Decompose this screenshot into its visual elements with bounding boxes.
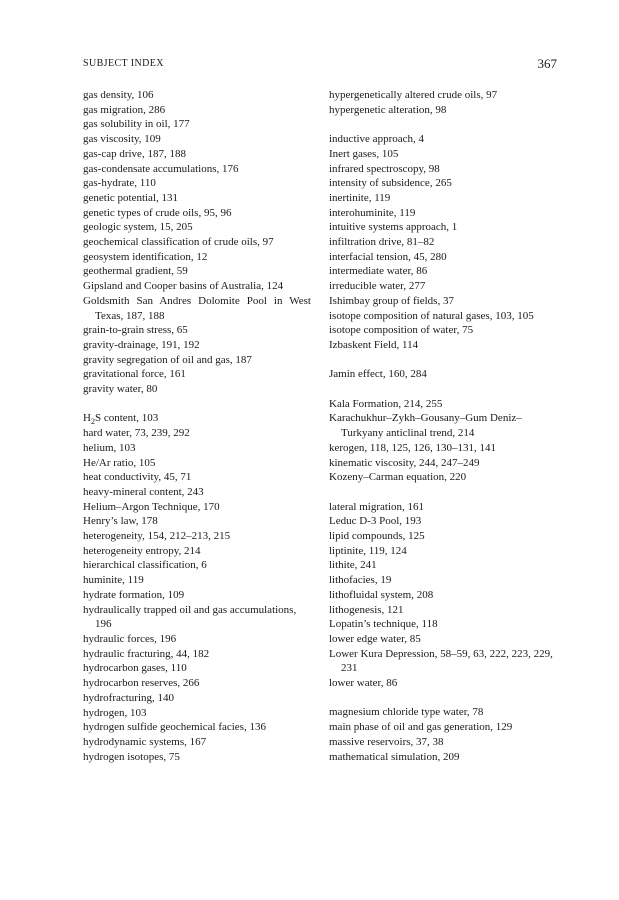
index-entry: liptinite, 119, 124	[329, 544, 407, 557]
index-entry: hydrogen, 103	[83, 706, 147, 719]
index-entry: gravity segregation of oil and gas, 187	[83, 353, 252, 366]
index-entry: Helium–Argon Technique, 170	[83, 500, 220, 513]
index-entry: hydrogen sulfide geochemical facies, 136	[83, 721, 266, 734]
index-column-right	[329, 88, 559, 764]
index-entry: gravity-drainage, 191, 192	[83, 338, 200, 351]
index-entry: hydrocarbon gases, 110	[83, 662, 187, 675]
index-entry: Karachukhur–Zykh–Gousany–Gum Deniz–Turkyany anticlinal trend, 214	[329, 412, 522, 440]
index-entry: lithogenesis, 121	[329, 603, 404, 616]
index-entry: hydrofracturing, 140	[83, 691, 175, 704]
section-gap	[329, 353, 559, 368]
index-entry: gravity water, 80	[83, 383, 158, 396]
index-entry: irreducible water, 277	[329, 280, 426, 293]
index-entry: infrared spectroscopy, 98	[329, 162, 440, 175]
index-entry: genetic potential, 131	[83, 191, 178, 204]
index-entry: intermediate water, 86	[329, 265, 428, 278]
index-entry: gas-hydrate, 110	[83, 177, 156, 190]
index-entry: inertinite, 119	[329, 191, 391, 204]
index-entry: interfacial tension, 45, 280	[329, 250, 447, 263]
index-entry: hydraulically trapped oil and gas accumulations, 196	[83, 603, 297, 631]
index-entry: kerogen, 118, 125, 126, 130–131, 141	[329, 441, 497, 454]
index-entry: grain-to-grain stress, 65	[83, 324, 188, 337]
index-entry: gravitational force, 161	[83, 368, 186, 381]
index-entry: hierarchical classification, 6	[83, 559, 207, 572]
index-entry: geothermal gradient, 59	[83, 265, 188, 278]
index-entry: Kozeny–Carman equation, 220	[329, 471, 467, 484]
index-entry: Leduc D-3 Pool, 193	[329, 515, 422, 528]
index-entry: heterogeneity entropy, 214	[83, 544, 201, 557]
index-entry: geologic system, 15, 205	[83, 221, 193, 234]
index-entry: hypergenetically altered crude oils, 97	[329, 89, 498, 101]
index-entry: Gipsland and Cooper basins of Australia, 124	[83, 280, 284, 293]
index-entry: hydraulic forces, 196	[83, 633, 177, 645]
index-entry: He/Ar ratio, 105	[83, 456, 156, 469]
index-entry: helium, 103	[83, 441, 136, 454]
index-entry: $H_2S$ content, 103	[83, 412, 159, 427]
index-entry: interohuminite, 119	[329, 206, 416, 219]
index-entry: gas solubility in oil, 177	[83, 118, 190, 131]
section-gap	[329, 382, 559, 397]
index-entry: lithofacies, 19	[329, 574, 392, 587]
index-entry: gas viscosity, 109	[83, 133, 161, 146]
index-entry: heat conductivity, 45, 71	[83, 471, 192, 484]
index-entry: hydrate formation, 109	[83, 588, 185, 601]
index-entry: infiltration drive, 81–82	[329, 236, 435, 249]
index-entry: kinematic viscosity, 244, 247–249	[329, 456, 480, 469]
index-entry: lipid compounds, 125	[329, 530, 425, 543]
index-entry: Lopatin’s technique, 118	[329, 618, 438, 631]
index-entry: gas density, 106	[83, 89, 154, 101]
index-entry: Ishimbay group of fields, 37	[329, 294, 454, 307]
page-header	[83, 56, 557, 72]
running-head: SUBJECT INDEX	[83, 58, 164, 69]
index-entry: heterogeneity, 154, 212–213, 215	[83, 530, 231, 543]
index-entry: lower water, 86	[329, 677, 398, 690]
index-entry: geosystem identification, 12	[83, 250, 208, 263]
index-entry: hydraulic fracturing, 44, 182	[83, 647, 210, 660]
index-entry: lithofluidal system, 208	[329, 588, 434, 601]
index-entry: geochemical classification of crude oils, 97	[83, 236, 274, 249]
index-entry: intensity of subsidence, 265	[329, 177, 452, 190]
index-entry: huminite, 119	[83, 574, 144, 587]
index-entry: gas migration, 286	[83, 103, 166, 116]
index-entry: hard water, 73, 239, 292	[83, 427, 190, 440]
index-entry: Inert gases, 105	[329, 147, 399, 160]
index-entry: isotope composition of natural gases, 103, 105	[329, 309, 534, 322]
section-gap	[83, 397, 311, 412]
index-entry: Izbaskent Field, 114	[329, 338, 419, 351]
index-entry: mathematical simulation, 209	[329, 750, 460, 763]
index-entry: heavy-mineral content, 243	[83, 485, 204, 498]
index-entry: isotope composition of water, 75	[329, 324, 474, 337]
index-entry: genetic types of crude oils, 95, 96	[83, 206, 232, 219]
index-entry: hypergenetic alteration, 98	[329, 103, 447, 116]
index-entry: Lower Kura Depression, 58–59, 63, 222, 223, 229, 231	[329, 647, 553, 675]
index-entry: magnesium chloride type water, 78	[329, 706, 484, 719]
index-entry: hydrodynamic systems, 167	[83, 735, 207, 748]
index-entry: gas-condensate accumulations, 176	[83, 162, 239, 175]
index-entry: lower edge water, 85	[329, 632, 421, 645]
section-gap	[329, 485, 559, 500]
page-number: 367	[537, 56, 557, 71]
index-entry: lateral migration, 161	[329, 500, 424, 513]
index-entry: massive reservoirs, 37, 38	[329, 735, 444, 748]
index-entry: hydrogen isotopes, 75	[83, 750, 180, 763]
section-gap	[329, 691, 559, 706]
index-column-left	[83, 88, 311, 764]
index-entry: Kala Formation, 214, 255	[329, 397, 443, 410]
index-entry: gas-cap drive, 187, 188	[83, 147, 186, 160]
index-entry: Goldsmith San Andres Dolomite Pool in West Texas, 187, 188	[83, 294, 311, 322]
index-entry: main phase of oil and gas generation, 129	[329, 721, 513, 734]
section-gap	[329, 117, 559, 132]
index-entry: Henry’s law, 178	[83, 515, 158, 528]
index-entry: hydrocarbon reserves, 266	[83, 677, 200, 690]
index-entry: lithite, 241	[329, 559, 377, 572]
index-entry: Jamin effect, 160, 284	[329, 368, 427, 381]
index-entry: intuitive systems approach, 1	[329, 221, 458, 234]
index-entry: inductive approach, 4	[329, 133, 424, 146]
